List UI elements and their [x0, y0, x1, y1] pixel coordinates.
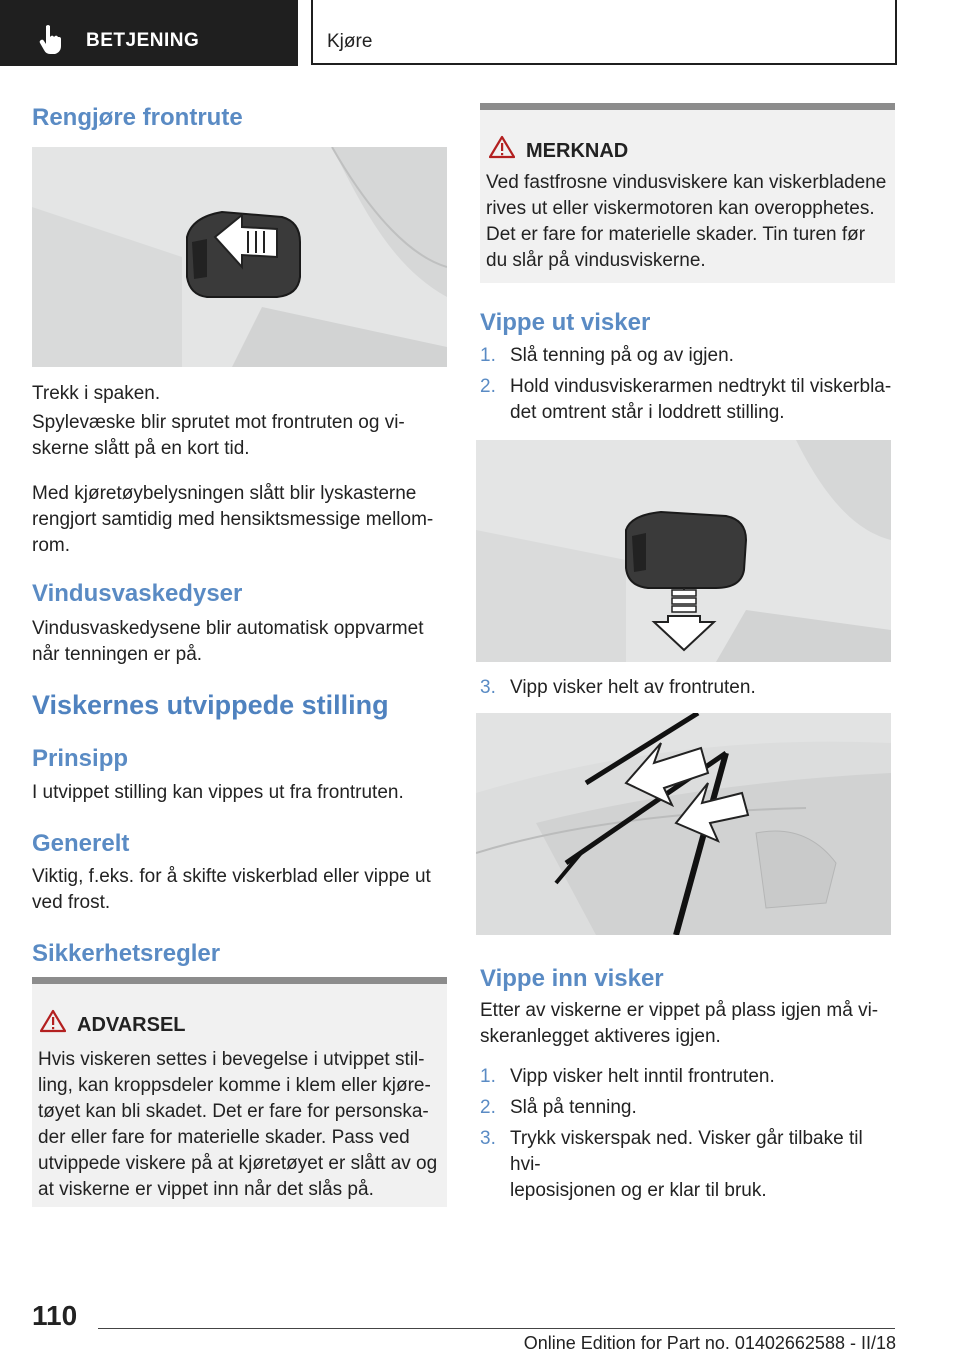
notice-title: MERKNAD — [526, 140, 629, 162]
illustration-wiper-fold-away — [476, 713, 891, 935]
steps-fold-out-1-2 — [480, 343, 895, 426]
chapter-header — [311, 0, 897, 65]
hand-pointer-icon — [36, 22, 70, 56]
notice-box — [480, 103, 895, 283]
heading-general: Generelt — [32, 830, 130, 857]
list-item: 3. Trykk viskerspak ned. Visker går tilbake til hvi- leposisjonen og er klar til bruk. — [480, 1128, 863, 1201]
footer-divider — [98, 1328, 895, 1329]
page-number: 110 — [32, 1300, 78, 1331]
heading-principle: Prinsipp — [32, 745, 129, 772]
heading-fold-in-wiper: Vippe inn visker — [480, 965, 664, 992]
text-principle: I utvippet stilling kan vippes ut fra frontruten. — [32, 782, 404, 803]
steps-fold-out-3 — [480, 675, 895, 701]
heading-washer-nozzles: Vindusvaskedyser — [32, 580, 243, 607]
list-item: 2. Hold vindusviskerarmen nedtrykt til viskerbla- det omtrent står i loddrett stilling. — [480, 376, 892, 423]
section-tab — [0, 0, 298, 66]
section-title: BETJENING — [86, 30, 200, 51]
text-headlight-cleaning: Med kjøretøybelysningen slått blir lyskasterne rengjort samtidig med hensiktsmessige mellom- rom. — [32, 483, 434, 556]
list-item: 1. Vipp visker helt inntil frontruten. — [480, 1066, 775, 1087]
text-fold-in: Etter av viskerne er vippet på plass igjen må vi- skeranlegget aktiveres igjen. — [480, 1000, 879, 1047]
heading-safety-rules: Sikkerhetsregler — [32, 940, 221, 967]
steps-fold-in — [480, 1064, 895, 1204]
edition-note: Online Edition for Part no. 01402662588 - II/18 — [523, 1333, 896, 1353]
warning-title: ADVARSEL — [77, 1014, 186, 1036]
heading-fold-out-wiper: Vippe ut visker — [480, 309, 651, 336]
text-general: Viktig, f.eks. for å skifte viskerblad eller vippe ut ved frost. — [32, 866, 431, 913]
list-item: 1. Slå tenning på og av igjen. — [480, 345, 734, 366]
warning-text: Hvis viskeren settes i bevegelse i utvippet stil- ling, kan kroppsdeler komme i klem eller kjøre- tøyet kan bli skadet. Det er fare for personska- der eller fare for materielle skader. Pass ved utvippede viskere på at kjøretøyet er slått av og at viskerne er vippet inn når det slås på. — [38, 1049, 438, 1200]
illustration-wiper-stalk-pull — [32, 147, 447, 367]
chapter-title: Kjøre — [327, 31, 373, 52]
heading-clean-windscreen: Rengjøre frontrute — [32, 104, 243, 131]
warning-triangle-icon — [40, 1009, 66, 1033]
illustration-wiper-stalk-push — [476, 440, 891, 662]
text-washer-nozzles: Vindusvaskedysene blir automatisk oppvarmet når tenningen er på. — [32, 618, 424, 665]
text-washer-spray: Spylevæske blir sprutet mot frontruten og vi- skerne slått på en kort tid. — [32, 412, 405, 459]
list-item: 2. Slå på tenning. — [480, 1097, 637, 1118]
notice-triangle-icon — [489, 135, 515, 159]
notice-text: Ved fastfrosne vindusviskere kan viskerbladene rives ut eller viskermotoren kan overopphetes. Det er fare for materielle skader. Tin turen før du slår på vindusviskerne. — [486, 172, 887, 271]
list-item: 3. Vipp visker helt av frontruten. — [480, 677, 756, 698]
heading-wiper-service-position: Viskernes utvippede stilling — [32, 690, 389, 720]
text-pull-lever: Trekk i spaken. — [32, 383, 161, 404]
warning-box — [32, 977, 447, 1207]
